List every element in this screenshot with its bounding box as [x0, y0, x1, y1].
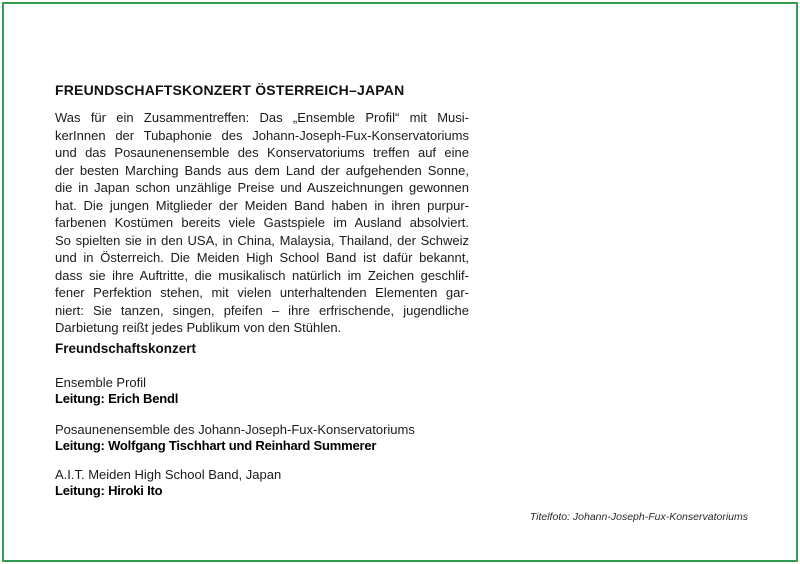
group-name: Ensemble Profil — [55, 375, 147, 390]
article-title: FREUNDSCHAFTSKONZERT ÖSTERREICH–JAPAN — [55, 82, 405, 98]
paragraph-line: niert: Sie tanzen, singen, pfeifen – ihre erfrischende, jugendliche — [55, 302, 469, 318]
paragraph-line: hat. Die jungen Mitglieder der Meiden Band haben in ihren purpur- — [55, 197, 469, 213]
paragraph-line: die in Japan schon unzählige Preise und Auszeichnungen gewonnen — [55, 180, 469, 195]
paragraph-line: fener Perfektion stehen, mit vielen unterhaltenden Elementen gar- — [55, 285, 469, 300]
paragraph-line: dass sie ihre Auftritte, die musikalisch natürlich im Zeichen geschlif- — [55, 267, 469, 283]
group-leader: Leitung: Erich Bendl — [55, 391, 179, 406]
group-leader: Leitung: Hiroki Ito — [55, 483, 163, 498]
article-body — [55, 109, 469, 337]
paragraph-line: kerInnen der Tubaphonie des Johann-Joseph-Fux-Konservatoriums — [55, 127, 469, 143]
paragraph-line: der besten Marching Bands aus dem Land der aufgehenden Sonne, — [55, 162, 469, 178]
group-leader: Leitung: Wolfgang Tischhart und Reinhard Summerer — [55, 438, 377, 453]
paragraph-line: und in Österreich. Die Meiden High School Band ist dafür bekannt, — [55, 250, 469, 265]
group-name: A.I.T. Meiden High School Band, Japan — [55, 467, 282, 482]
paragraph-line: Was für ein Zusammentreffen: Das „Ensemble Profil“ mit Musi- — [55, 110, 469, 125]
photo-credit: Titelfoto: Johann-Joseph-Fux-Konservatoriums — [529, 511, 748, 523]
group-name: Posaunenensemble des Johann-Joseph-Fux-Konservatoriums — [55, 422, 415, 437]
program-heading: Freundschaftskonzert — [55, 341, 197, 356]
paragraph-line: und das Posaunenensemble des Konservatoriums treffen auf eine — [55, 145, 469, 160]
program-group — [55, 467, 281, 499]
paragraph-line: farbenen Kostümen bereits viele Gastspiele im Ausland absolviert. — [55, 215, 469, 230]
program-group — [55, 422, 415, 454]
program-group — [55, 375, 178, 407]
paragraph-line: Darbietung reißt jedes Publikum von den Stühlen. — [55, 320, 342, 335]
paragraph-line: So spielten sie in den USA, in China, Malaysia, Thailand, der Schweiz — [55, 232, 469, 248]
